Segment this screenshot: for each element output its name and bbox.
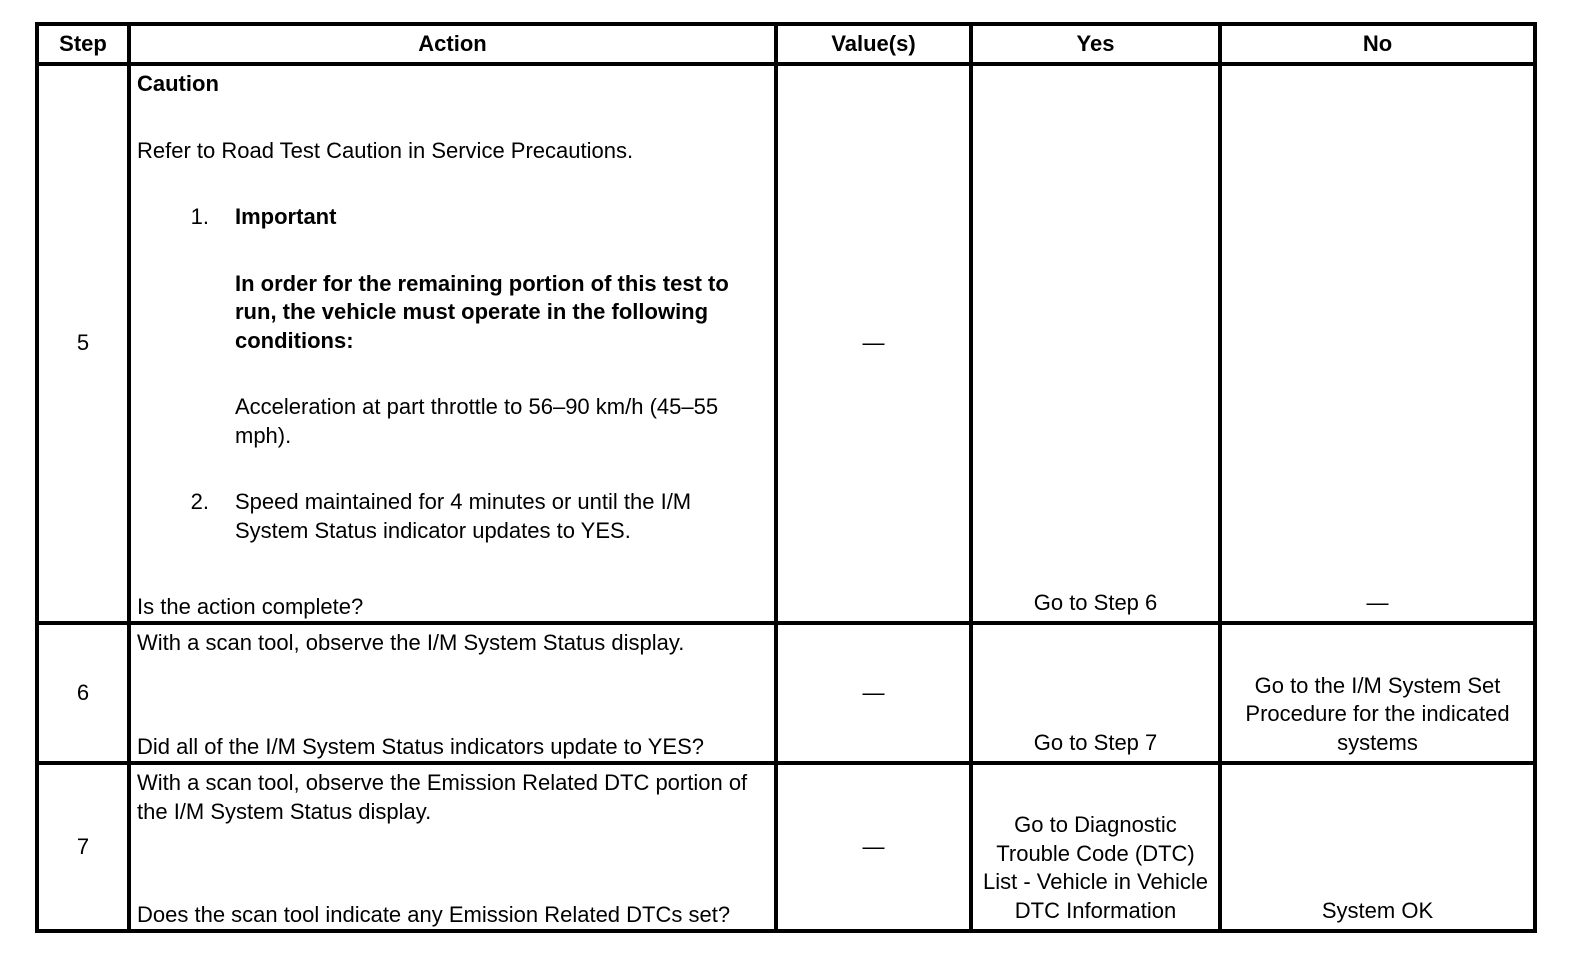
yes-text: Go to Step 6 <box>1033 589 1158 615</box>
no-cell <box>1220 64 1535 623</box>
step-number: 6 <box>37 623 129 763</box>
yes-text: Go to Diagnostic Trouble Code (DTC) List - Vehicle in Vehicle DTC Information <box>982 812 1209 923</box>
step-number: 7 <box>37 763 129 931</box>
action-question: Did all of the I/M System Status indicators update to YES? <box>137 733 704 759</box>
list-item <box>137 203 766 450</box>
header-action: Action <box>129 24 776 64</box>
no-cell <box>1220 623 1535 763</box>
action-cell <box>129 763 776 931</box>
yes-cell <box>971 64 1220 623</box>
value-cell: — <box>776 623 971 763</box>
caution-heading: Caution <box>137 71 219 96</box>
important-text: In order for the remaining portion of this test to run, the vehicle must operate in the following conditions: <box>235 270 729 353</box>
list-item-text: Speed maintained for 4 minutes or until the I/M System Status indicator updates to YES. <box>235 489 692 543</box>
diagnostic-procedure-table <box>35 22 1537 933</box>
header-yes: Yes <box>971 24 1220 64</box>
important-heading: Important <box>235 204 337 229</box>
no-text: — <box>1366 589 1389 615</box>
table-row-step-5 <box>37 64 1535 623</box>
table-row-step-6 <box>37 623 1535 763</box>
header-row <box>37 24 1535 64</box>
action-question: Is the action complete? <box>137 593 364 619</box>
yes-cell <box>971 623 1220 763</box>
action-text: With a scan tool, observe the Emission Related DTC portion of the I/M System Status display. <box>137 770 748 824</box>
value-cell: — <box>776 64 971 623</box>
no-text: Go to the I/M System Set Procedure for the indicated systems <box>1245 672 1510 755</box>
action-cell <box>129 623 776 763</box>
list-item <box>137 488 766 545</box>
header-no: No <box>1220 24 1535 64</box>
yes-text: Go to Step 7 <box>1033 729 1158 755</box>
yes-cell <box>971 763 1220 931</box>
list-number: 1. <box>190 204 209 229</box>
header-values: Value(s) <box>776 24 971 64</box>
action-question: Does the scan tool indicate any Emission Related DTCs set? <box>137 901 731 927</box>
header-step: Step <box>37 24 129 64</box>
action-text: With a scan tool, observe the I/M System Status display. <box>137 630 685 655</box>
list-number: 2. <box>190 489 209 514</box>
table-row-step-7 <box>37 763 1535 931</box>
action-cell <box>129 64 776 623</box>
no-cell <box>1220 763 1535 931</box>
no-text: System OK <box>1321 897 1434 923</box>
value-cell: — <box>776 763 971 931</box>
step-number: 5 <box>37 64 129 623</box>
caution-text: Refer to Road Test Caution in Service Precautions. <box>137 137 634 163</box>
list-item-text: Acceleration at part throttle to 56–90 km/h (45–55 mph). <box>235 394 719 448</box>
